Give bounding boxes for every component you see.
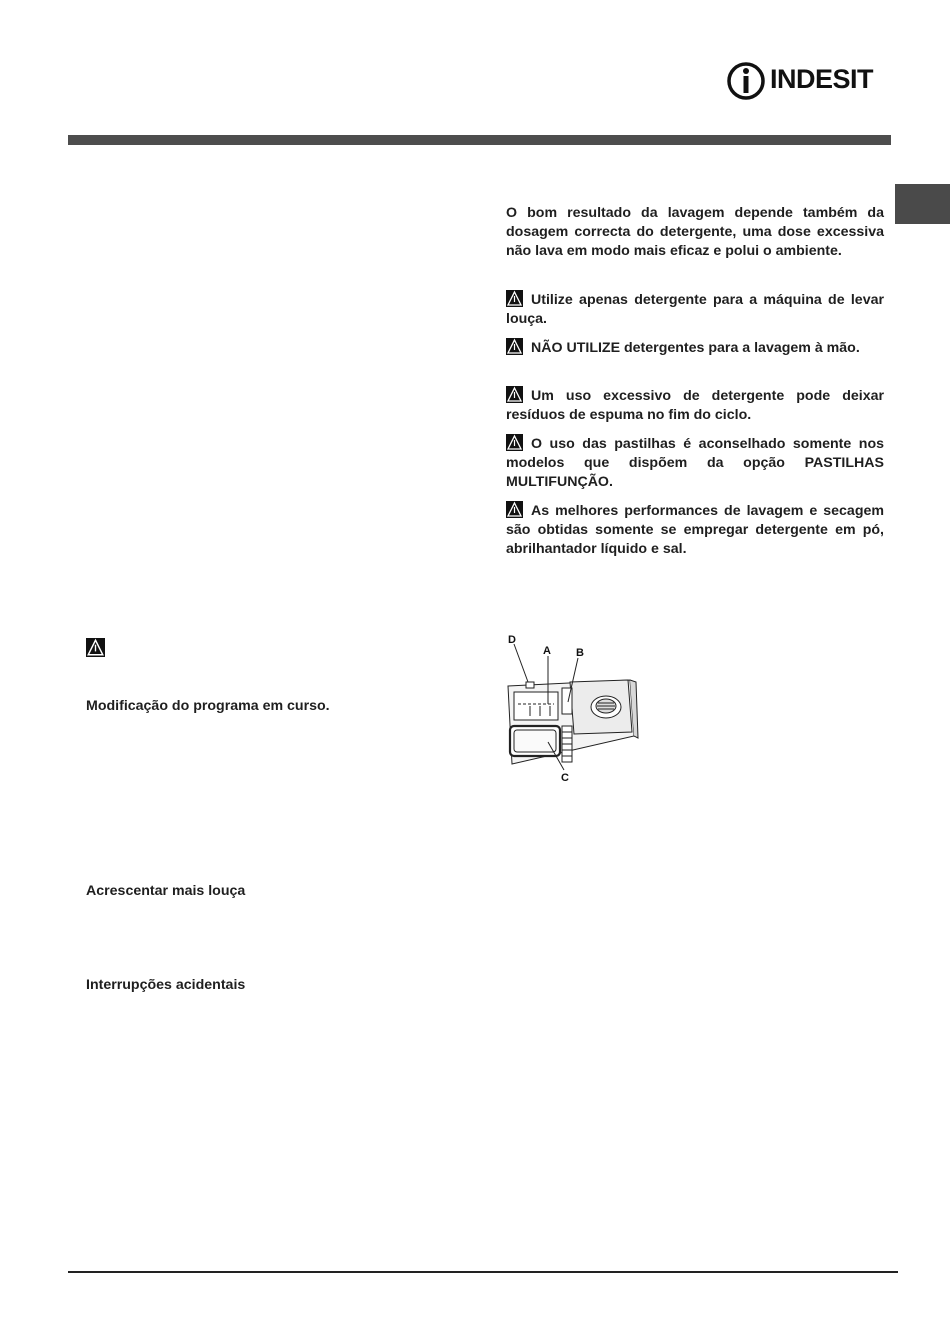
label-a: A	[543, 645, 551, 657]
warning-2	[506, 338, 884, 358]
warning-icon	[506, 290, 523, 307]
heading-add-dishes: Acrescentar mais louça	[86, 883, 246, 899]
warning-2-text: NÃO UTILIZE detergentes para a lavagem à mão.	[531, 340, 860, 356]
heading-program-modification: Modificação do programa em curso.	[86, 698, 330, 714]
heading-accidental-interruptions: Interrupções acidentais	[86, 977, 246, 993]
warning-icon	[506, 501, 523, 518]
detergent-dispenser-diagram	[504, 630, 644, 785]
footer-rule	[68, 1271, 898, 1273]
header-rule	[68, 135, 891, 145]
warning-3	[506, 386, 884, 425]
warning-icon	[506, 338, 523, 355]
label-b: B	[576, 647, 584, 659]
warning-1-text: Utilize apenas detergente para a máquina de levar louça.	[506, 292, 884, 327]
warning-icon	[506, 434, 523, 451]
language-tab	[895, 184, 950, 224]
warning-icon	[506, 386, 523, 403]
indesit-logo-icon	[726, 60, 766, 102]
warning-3-text: Um uso excessivo de detergente pode deixar resíduos de espuma no fim do ciclo.	[506, 388, 884, 423]
warning-5	[506, 501, 884, 559]
warning-4	[506, 434, 884, 492]
intro-paragraph: O bom resultado da lavagem depende também da dosagem correcta do detergente, uma dose excessiva não lava em modo mais eficaz e polui o ambiente.	[506, 205, 884, 259]
label-d: D	[508, 634, 516, 646]
warning-4-text: O uso das pastilhas é aconselhado somente nos modelos que dispõem da opção PASTILHAS MULTIFUNÇÃO.	[506, 436, 884, 490]
warning-icon	[86, 638, 105, 657]
brand-name: INDESIT	[770, 64, 874, 94]
warning-5-text: As melhores performances de lavagem e secagem são obtidas somente se empregar detergente em pó, abrilhantador líquido e sal.	[506, 503, 884, 557]
label-c: C	[561, 772, 569, 784]
brand-logo	[726, 58, 886, 104]
warning-1	[506, 290, 884, 329]
